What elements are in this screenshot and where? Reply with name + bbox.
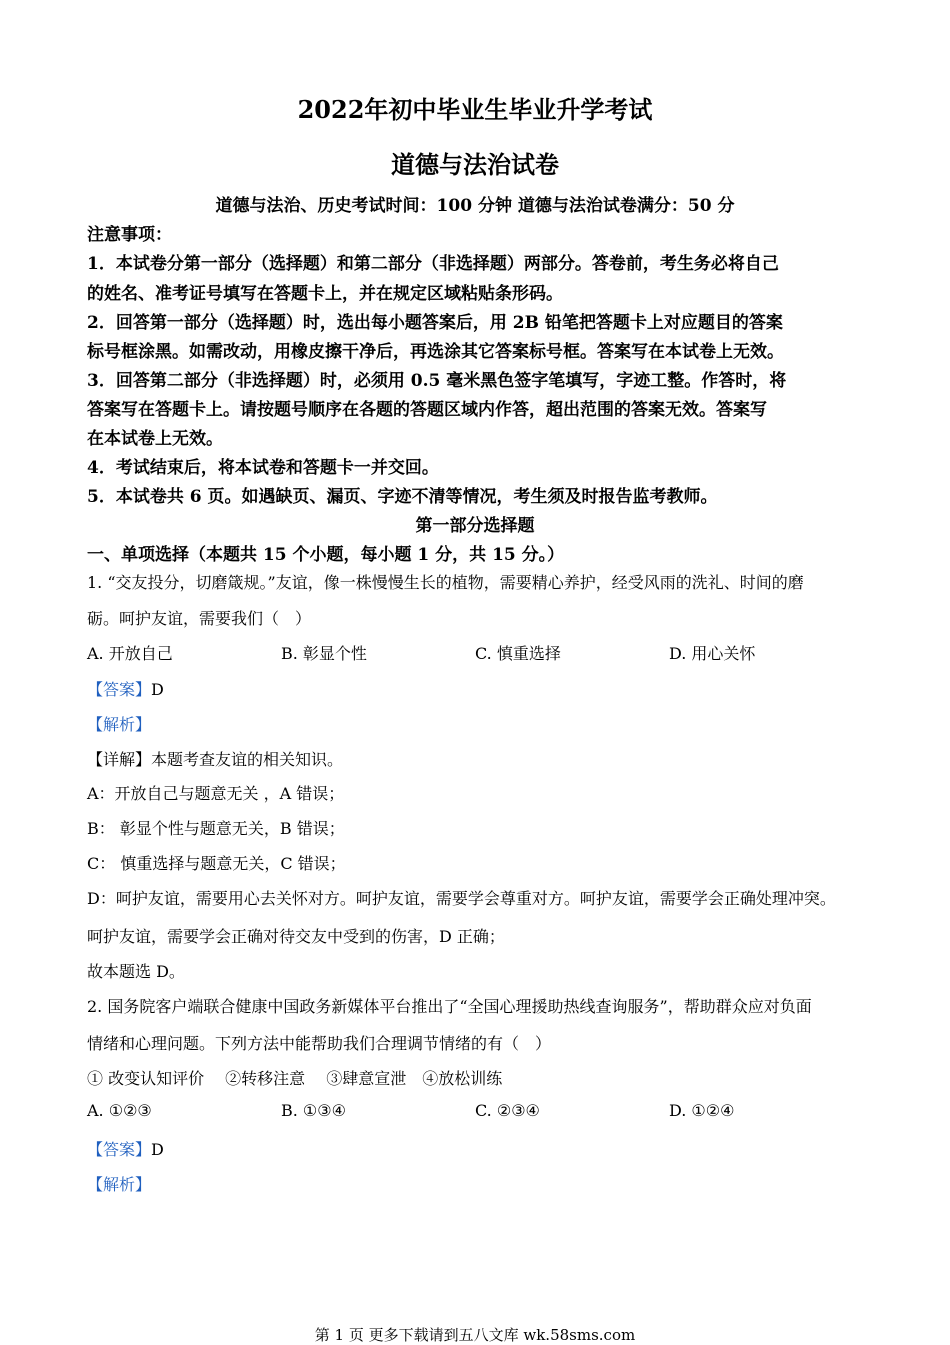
q2-analysis-tag: 【解析】 <box>87 1175 152 1194</box>
q2-option-c: C. ②③④ <box>475 1101 540 1120</box>
q1-option-b: B. 彰显个性 <box>281 644 367 663</box>
q1-detail-line: 【详解】本题考查友谊的相关知识。 <box>87 750 344 769</box>
page-footer: 第 1 页 更多下载请到五八文库 wk.58sms.com <box>314 1326 636 1344</box>
q2-answer <box>87 1137 164 1160</box>
q1-detail-line: B： 彰显个性与题意无关，B 错误； <box>87 819 345 838</box>
q2-stem-line1: 2. 国务院客户端联合健康中国政务新媒体平台推出了“全国心理援助热线查询服务”，帮助群众应对负面 <box>87 997 812 1016</box>
q1-option-a: A. 开放自己 <box>87 644 173 663</box>
answer-value: D <box>151 680 164 699</box>
exam-subtitle: 道德与法治试卷 <box>391 150 559 179</box>
q2-option-a: A. ①②③ <box>87 1101 152 1120</box>
exam-info: 道德与法治、历史考试时间：100 分钟 道德与法治试卷满分：50 分 <box>215 196 735 216</box>
q2-items: ① 改变认知评价 ②转移注意 ③肆意宣泄 ④放松训练 <box>87 1069 503 1088</box>
notice-line: 标号框涂黑。如需改动，用橡皮擦干净后，再选涂其它答案标号框。答案写在本试卷上无效。 <box>87 342 784 362</box>
notice-line: 5．本试卷共 6 页。如遇缺页、漏页、字迹不清等情况，考生须及时报告监考教师。 <box>87 487 718 507</box>
answer-value: D <box>151 1140 164 1159</box>
notice-line: 的姓名、准考证号填写在答题卡上，并在规定区域粘贴条形码。 <box>87 284 563 304</box>
q1-option-c: C. 慎重选择 <box>475 644 561 663</box>
notice-line: 4．考试结束后，将本试卷和答题卡一并交回。 <box>87 458 439 478</box>
notice-line: 2．回答第一部分（选择题）时，选出每小题答案后，用 2B 铅笔把答题卡上对应题目的答案 <box>87 313 783 333</box>
q2-option-d: D. ①②④ <box>669 1101 735 1120</box>
q1-detail-line: 呵护友谊，需要学会正确对待交友中受到的伤害，D 正确； <box>87 927 505 946</box>
q1-detail-line: A：开放自己与题意无关 ，A 错误； <box>87 784 345 803</box>
notice-line: 3．回答第二部分（非选择题）时，必须用 0.5 毫米黑色签字笔填写，字迹工整。作答时，将 <box>87 371 787 391</box>
q1-stem-line2: 砺。呵护友谊，需要我们（ ） <box>87 609 312 628</box>
q1-detail-line: D：呵护友谊，需要用心去关怀对方。呵护友谊，需要学会尊重对方。呵护友谊，需要学会正确处理冲突。 <box>87 889 836 908</box>
notice-line: 在本试卷上无效。 <box>87 429 223 449</box>
q1-analysis-tag: 【解析】 <box>87 715 152 734</box>
answer-tag: 【答案】 <box>87 680 152 699</box>
section-heading: 一、单项选择（本题共 15 个小题，每小题 1 分，共 15 分。） <box>87 545 565 565</box>
q1-answer <box>87 677 164 700</box>
notice-line: 1．本试卷分第一部分（选择题）和第二部分（非选择题）两部分。答卷前，考生务必将自己 <box>87 254 779 274</box>
q1-stem-line1: 1. “交友投分，切磨箴规。”友谊，像一株慢慢生长的植物，需要精心养护，经受风雨的洗礼、时间的磨 <box>87 573 804 592</box>
exam-title: 2022年初中毕业生毕业升学考试 <box>297 95 653 124</box>
q1-detail-line: C： 慎重选择与题意无关，C 错误； <box>87 854 346 873</box>
notice-heading: 注意事项： <box>87 225 172 245</box>
q2-option-b: B. ①③④ <box>281 1101 346 1120</box>
part1-heading: 第一部分选择题 <box>415 516 535 536</box>
notice-line: 答案写在答题卡上。请按题号顺序在各题的答题区域内作答，超出范围的答案无效。答案写 <box>87 400 767 420</box>
q2-stem-line2: 情绪和心理问题。下列方法中能帮助我们合理调节情绪的有（ ） <box>87 1034 552 1053</box>
answer-tag: 【答案】 <box>87 1140 152 1159</box>
q1-detail-line: 故本题选 D。 <box>87 962 185 981</box>
q1-option-d: D. 用心关怀 <box>669 644 756 663</box>
